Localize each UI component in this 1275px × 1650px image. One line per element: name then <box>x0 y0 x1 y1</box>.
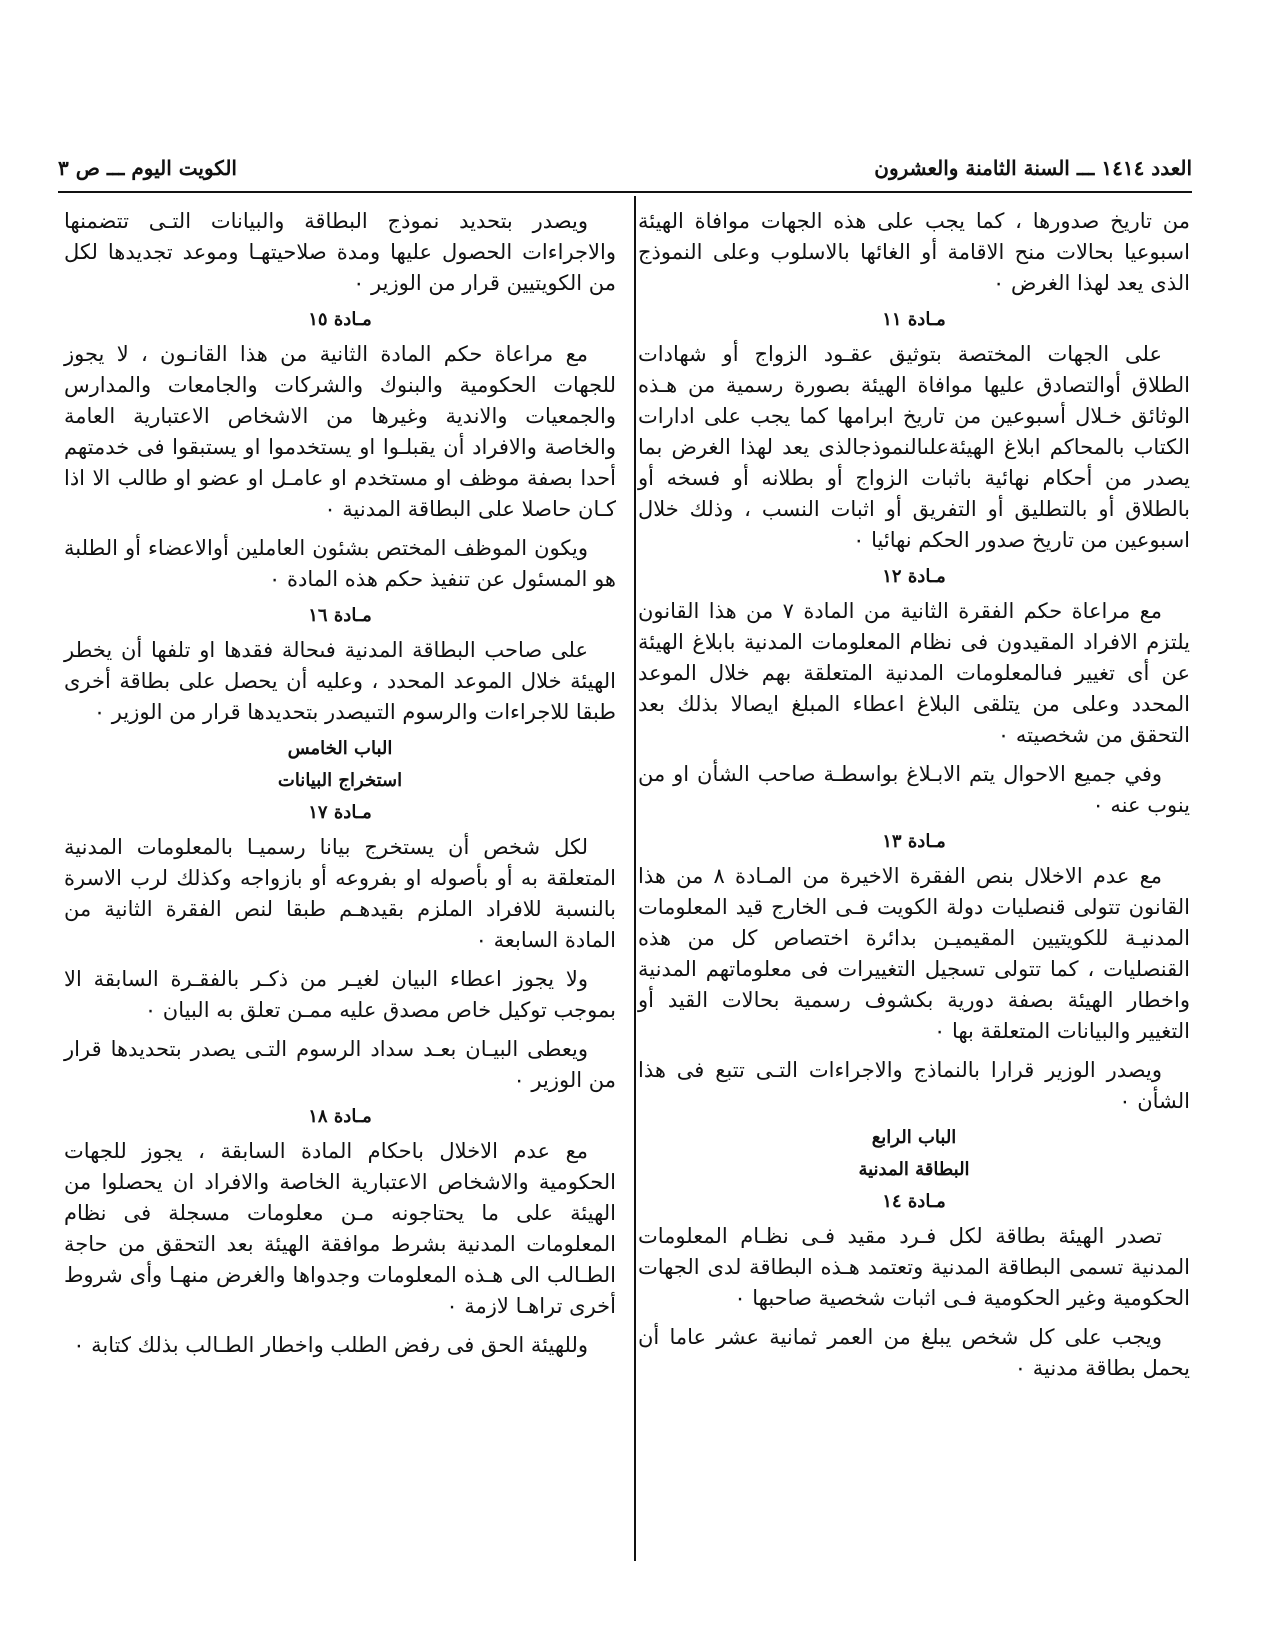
paragraph: وللهيئة الحق فى رفض الطلب واخطار الطـالب بذلك كتابة ٠ <box>73 1333 588 1357</box>
paragraph: على صاحب البطاقة المدنية فىحالة فقدها او تلفها أن يخطر الهيئة خلال الموعد المحدد ، وعليه أن يحصل على بطاقة أخرى طبقا للاجراءات والرسوم التىيصدر بتحديدها قرار من الوزير ٠ <box>64 638 616 724</box>
page-number: الكويت اليوم ـــ ص ٣ <box>58 156 237 180</box>
header-divider <box>58 191 1192 193</box>
paragraph: مع عدم الاخلال باحكام المادة السابقة ، يجوز للجهات الحكومية والاشخاص الاعتبارية الخاصة والافراد ان يحصلوا من الهيئة على ما يحتاجونه مـن معلومات مسجلة فى نظام المعلومات المدنية بشرط موافقة الهيئة بعد التحقق من حاجة الطـالب الى هـذه المعلومات وجدواها والغرض منهـا وأى شروط أخرى تراهـا لازمة ٠ <box>64 1139 616 1318</box>
paragraph: ويكون الموظف المختص بشئون العاملين أوالاعضاء أو الطلبة هو المسئول عن تنفيذ حكم هذه المادة ٠ <box>64 536 616 591</box>
paragraph: مع مراعاة حكم الفقرة الثانية من المادة ٧ من هذا القانون يلتزم الافراد المقيدون فى نظام المعلومات المدنية بابلاغ الهيئة عن أى تغيير فىالمعلومات المدنية المتعلقة بهم خلال الموعد المحدد وعلى من يتلقى البلاغ اعطاء المبلغ ايصالا بذلك بعد التحقق من شخصيته ٠ <box>638 599 1190 747</box>
paragraph: ولا يجوز اعطاء البيان لغيـر من ذكـر بالفقـرة السابقة الا بموجب توكيل خاص مصدق عليه ممـن تعلق به البيان ٠ <box>64 967 616 1022</box>
paragraph: ويجب على كل شخص يبلغ من العمر ثمانية عشر عاما أن يحمل بطاقة مدنية ٠ <box>638 1325 1190 1380</box>
paragraph: مع مراعاة حكم المادة الثانية من هذا القانـون ، لا يجوز للجهات الحكومية والبنوك والشركات والجامعات والمدارس والجمعيات والاندية وغيرها من الاشخاص الاعتبارية العامة والخاصة والافراد أن يقبلـوا او يستخدموا او يستبقوا فى خدمتهم أحدا بصفة موظف او مستخدم او عامـل او عضو او طالب الا اذا كـان حاصلا على البطاقة المدنية ٠ <box>64 342 616 521</box>
chapter-4-subtitle: البطاقة المدنية <box>858 1159 970 1180</box>
article-14-title: مـادة ١٤ <box>882 1191 946 1212</box>
paragraph: على الجهات المختصة بتوثيق عقـود الزواج أو شهادات الطلاق أوالتصادق عليها موافاة الهيئة بصورة رسمية من هـذه الوثائق خـلال أسبوعين من تاريخ ابرامها كما يجب على ادارات الكتاب بالمحاكم ابلاغ الهيئةعلىالنموذجالذى يعد لهذا الغرض بما يصدر من أحكام نهائية باثبات الزواج أو بطلانه أو فسخه أو بالطلاق أو بالتطليق أو التفريق أو اثبات النسب ، وذلك خلال اسبوعين من تاريخ صدور الحكم نهائيا ٠ <box>638 342 1190 552</box>
article-16-title: مـادة ١٦ <box>308 605 372 626</box>
paragraph: ويعطى البيـان بعـد سداد الرسوم التـى يصدر بتحديدها قرار من الوزير ٠ <box>64 1037 616 1092</box>
chapter-4-title: الباب الرابع <box>871 1127 957 1148</box>
paragraph: ويصدر بتحديد نموذج البطاقة والبيانات التـى تتضمنها والاجراءات الحصول عليها ومدة صلاحيتهـا وموعد تجديدها لكل من الكويتيين قرار من الوزير ٠ <box>64 209 616 295</box>
left-column <box>64 206 616 1369</box>
chapter-5-title: الباب الخامس <box>287 738 393 759</box>
paragraph: تصدر الهيئة بطاقة لكل فـرد مقيد فـى نظـام المعلومات المدنية تسمى البطاقة المدنية وتعتمد هـذه البطاقة لدى الجهات الحكومية وغير الحكومية فـى اثبات شخصية صاحبها ٠ <box>638 1224 1190 1310</box>
article-13-title: مـادة ١٣ <box>882 831 946 852</box>
paragraph: ويصدر الوزير قرارا بالنماذج والاجراءات التـى تتبع فى هذا الشأن ٠ <box>638 1058 1190 1113</box>
right-column <box>638 206 1190 1392</box>
article-17-title: مـادة ١٧ <box>308 802 372 823</box>
chapter-5-subtitle: استخراج البيانات <box>277 770 403 791</box>
paragraph: لكل شخص أن يستخرج بيانا رسميـا بالمعلومات المدنية المتعلقة به أو بأصوله او بفروعه أو بازواجه وكذلك لرب الاسرة بالنسبة للافراد الملزم بقيدهـم طبقا لنص الفقرة الثانية من المادة السابعة ٠ <box>64 835 616 952</box>
article-11-title: مـادة ١١ <box>882 309 946 330</box>
paragraph: وفي جميع الاحوال يتم الابـلاغ بواسطـة صاحب الشأن او من ينوب عنه ٠ <box>638 762 1190 817</box>
issue-info: العدد ١٤١٤ ـــ السنة الثامنة والعشرون <box>874 156 1192 180</box>
article-12-title: مـادة ١٢ <box>882 566 946 587</box>
paragraph: مع عدم الاخلال بنص الفقرة الاخيرة من المـادة ٨ من هذا القانون تتولى قنصليات دولة الكويت فـى الخارج قيد المعلومات المدنيـة للكويتيين المقيميـن بدائرة اختصاص كل من هذه القنصليات ، كما تتولى تسجيل التغييرات فى معلوماتهم المدنية واخطار الهيئة بصفة دورية بكشوف رسمية بحالات القيد أو التغيير والبيانات المتعلقة بها ٠ <box>638 864 1190 1043</box>
article-15-title: مـادة ١٥ <box>308 309 372 330</box>
paragraph: من تاريخ صدورها ، كما يجب على هذه الجهات موافاة الهيئة اسبوعيا بحالات منح الاقامة أو الغائها بالاسلوب وعلى النموذج الذى يعد لهذا الغرض ٠ <box>638 209 1190 295</box>
column-divider <box>634 196 636 1561</box>
page-header <box>58 156 1192 186</box>
article-18-title: مـادة ١٨ <box>308 1106 372 1127</box>
